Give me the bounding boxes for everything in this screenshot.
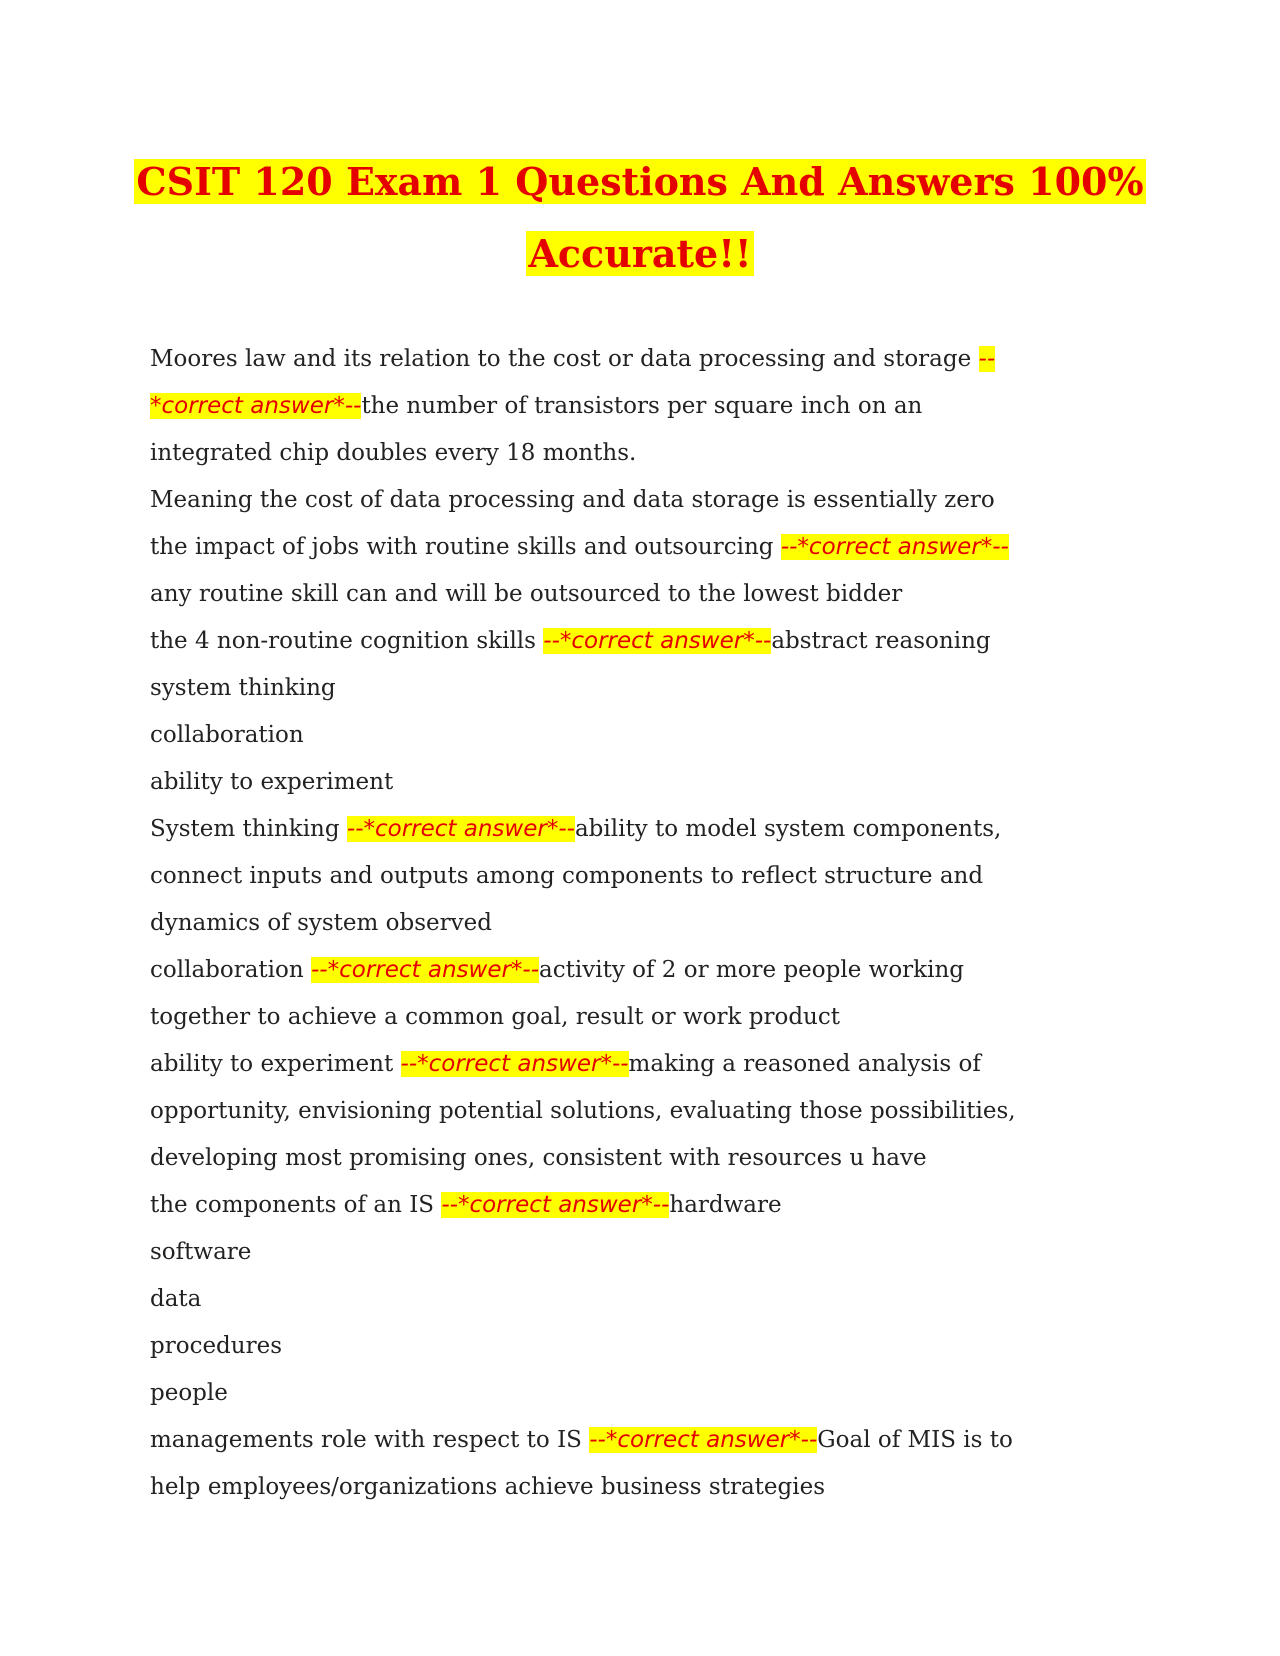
text-line xyxy=(150,524,1150,571)
answer-text: making a reasoned analysis of xyxy=(628,1051,981,1077)
text-line xyxy=(150,1135,1150,1182)
answer-marker: --*correct answer*-- xyxy=(780,534,1009,560)
text-line xyxy=(150,1229,1150,1276)
answer-text: developing most promising ones, consistent with resources u have xyxy=(150,1145,927,1171)
answer-text: hardware xyxy=(669,1192,782,1218)
text-line xyxy=(150,900,1150,947)
answer-text: the number of transistors per square inch on an xyxy=(361,393,923,419)
text-line xyxy=(150,1323,1150,1370)
text-line xyxy=(150,430,1150,477)
question-text: ability to experiment xyxy=(150,1051,401,1077)
answer-text: system thinking xyxy=(150,675,336,701)
text-line xyxy=(150,1417,1150,1464)
text-line xyxy=(150,1370,1150,1417)
question-text: collaboration xyxy=(150,957,311,983)
answer-text: opportunity, envisioning potential solutions, evaluating those possibilities, xyxy=(150,1098,1016,1124)
text-line xyxy=(150,1276,1150,1323)
answer-text: software xyxy=(150,1239,252,1265)
text-line xyxy=(150,1464,1150,1511)
title-line-2: Accurate!! xyxy=(528,231,752,276)
title-line-1: CSIT 120 Exam 1 Questions And Answers 100% xyxy=(136,159,1144,204)
answer-marker: --*correct answer*-- xyxy=(311,957,540,983)
answer-text: integrated chip doubles every 18 months. xyxy=(150,440,637,466)
text-line xyxy=(150,665,1150,712)
answer-marker: --*correct answer*-- xyxy=(346,816,575,842)
answer-marker: *correct answer*-- xyxy=(150,393,362,419)
question-text: System thinking xyxy=(150,816,347,842)
text-line xyxy=(150,1088,1150,1135)
answer-marker: --*correct answer*-- xyxy=(441,1192,670,1218)
answer-text: collaboration xyxy=(150,722,304,748)
question-text: the impact of jobs with routine skills and outsourcing xyxy=(150,534,781,560)
question-text: the 4 non-routine cognition skills xyxy=(150,628,544,654)
text-line xyxy=(150,947,1150,994)
text-line xyxy=(150,994,1150,1041)
text-line xyxy=(150,383,1150,430)
answer-marker: --*correct answer*-- xyxy=(543,628,772,654)
text-line xyxy=(150,336,1150,383)
answer-marker: -- xyxy=(978,346,996,372)
answer-marker: --*correct answer*-- xyxy=(589,1427,818,1453)
answer-text: people xyxy=(150,1380,228,1406)
question-text: the components of an IS xyxy=(150,1192,442,1218)
answer-text: any routine skill can and will be outsourced to the lowest bidder xyxy=(150,581,903,607)
text-line xyxy=(150,1182,1150,1229)
answer-text: help employees/organizations achieve business strategies xyxy=(150,1474,826,1500)
text-line xyxy=(150,759,1150,806)
answer-marker: --*correct answer*-- xyxy=(400,1051,629,1077)
answer-text: ability to experiment xyxy=(150,769,394,795)
answer-text: data xyxy=(150,1286,202,1312)
answer-text: Meaning the cost of data processing and data storage is essentially zero xyxy=(150,487,995,513)
text-line xyxy=(150,806,1150,853)
text-line xyxy=(150,1041,1150,1088)
text-line xyxy=(150,712,1150,759)
answer-text: together to achieve a common goal, result or work product xyxy=(150,1004,840,1030)
answer-text: abstract reasoning xyxy=(771,628,991,654)
text-line xyxy=(150,477,1150,524)
answer-text: ability to model system components, xyxy=(574,816,1002,842)
document-body xyxy=(150,336,1150,1511)
document-title xyxy=(0,146,1280,290)
question-text: Moores law and its relation to the cost or data processing and storage xyxy=(150,346,979,372)
answer-text: Goal of MIS is to xyxy=(817,1427,1013,1453)
answer-text: activity of 2 or more people working xyxy=(539,957,965,983)
answer-text: dynamics of system observed xyxy=(150,910,492,936)
text-line xyxy=(150,618,1150,665)
answer-text: connect inputs and outputs among components to reflect structure and xyxy=(150,863,984,889)
text-line xyxy=(150,571,1150,618)
question-text: managements role with respect to IS xyxy=(150,1427,590,1453)
answer-text: procedures xyxy=(150,1333,283,1359)
text-line xyxy=(150,853,1150,900)
